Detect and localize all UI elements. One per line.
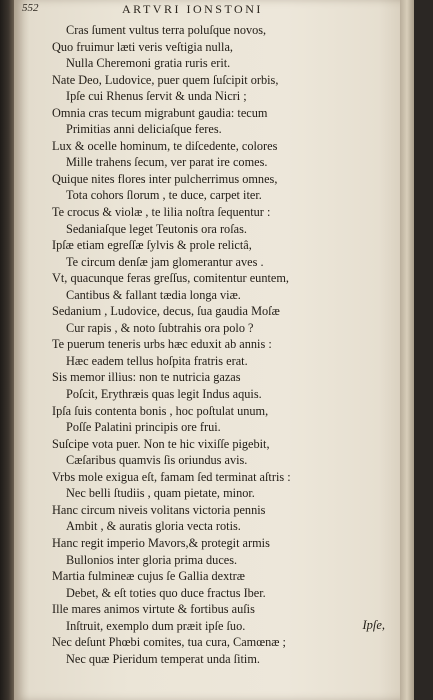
verse-line: Mille trahens ſecum, ver parat ire comes. bbox=[66, 155, 268, 170]
verse-line: Nec belli ſtudiis , quam pietate, minor. bbox=[66, 486, 255, 501]
verse-line: Te crocus & violæ , te lilia noſtra ſequentur : bbox=[52, 205, 271, 220]
verse-line: Tota cohors ſlorum , te duce, carpet iter. bbox=[66, 188, 262, 203]
verse-line: Cantibus & fallant tædia longa viæ. bbox=[66, 287, 241, 302]
page-edge bbox=[400, 0, 414, 700]
verse-line: Nate Deo, Ludovice, puer quem ſuſcipit orbis, bbox=[52, 72, 279, 87]
verse-line: Hanc regit imperio Mavors,& protegit armis bbox=[52, 535, 270, 550]
verse-line: Martia fulmineæ cujus ſe Gallia dextræ bbox=[52, 569, 245, 584]
verse-line: Poſcit, Erythræis quas legit Indus aquis. bbox=[66, 387, 262, 402]
verse-line: Nulla Cheremoni gratia ruris erit. bbox=[66, 56, 231, 71]
verse-line: Nec deſunt Phœbi comites, tua cura, Camœnæ ; bbox=[52, 635, 286, 650]
verse-line: Sedaniaſque leget Teutonis ora roſas. bbox=[66, 221, 247, 236]
verse-line: Ipſæ etiam egreſſæ ſylvis & prole relictâ, bbox=[52, 238, 252, 253]
page-header bbox=[22, 2, 394, 20]
running-head: ARTVRI IONSTONI bbox=[122, 2, 263, 16]
verse-line: Hæc eadem tellus hoſpita fratris erat. bbox=[66, 353, 248, 368]
page-number: 552 bbox=[22, 2, 39, 14]
verse-line: Ipſa ſuis contenta bonis , hoc poſtulat unum, bbox=[52, 403, 269, 418]
verse-line: Sedanium , Ludovice, decus, ſua gaudia Moſæ bbox=[52, 304, 280, 319]
verse-line: Sis memor illius: non te nutricia gazas bbox=[52, 370, 241, 385]
poem-text bbox=[52, 22, 392, 667]
verse-line: Poſſe Palatini principis ore frui. bbox=[66, 420, 221, 435]
verse-line: Cæſaribus quamvis ſis oriundus avis. bbox=[66, 453, 248, 468]
verse-line: Hanc circum niveis volitans victoria pennis bbox=[52, 502, 266, 517]
verse-line: Te puerum teneris urbs hæc eduxit ab annis : bbox=[52, 337, 272, 352]
verse-line: Cras ſument vultus terra poluſque novos, bbox=[66, 23, 267, 37]
verse-line: Debet, & eſt toties quo duce fractus Iber. bbox=[66, 585, 266, 600]
verse-line: Bullonios inter gloria prima duces. bbox=[66, 552, 238, 567]
verse-line: Quique nites flores inter pulcherrimus omnes, bbox=[52, 171, 278, 186]
verse-line: Omnia cras tecum migrabunt gaudia: tecum bbox=[52, 105, 268, 120]
verse-line: Primitias anni deliciaſque feres. bbox=[66, 122, 222, 137]
verse-line: Lux & ocelle hominum, te diſcedente, colores bbox=[52, 138, 278, 153]
verse-line: Te circum denſæ jam glomerantur aves . bbox=[66, 254, 264, 269]
verse-line: Cur rapis , & noto ſubtrahis ora polo ? bbox=[66, 320, 254, 335]
verse-line: Vt, quacunque feras greſſus, comitentur euntem, bbox=[52, 271, 289, 286]
verse-line: Vrbs mole exigua eſt, famam ſed terminat aſtris : bbox=[52, 469, 291, 484]
verse-line: Quo fruimur læti veris veſtigia nulla, bbox=[52, 39, 234, 54]
book-binding bbox=[0, 0, 14, 700]
catchword: Ipſe, bbox=[362, 618, 385, 632]
verse-line: Nec quæ Pieridum temperat unda ſitim. bbox=[66, 651, 260, 666]
verse-line: Inſtruit, exemplo dum præit ipſe ſuo. bbox=[66, 618, 246, 633]
verse-line: Suſcipe vota puer. Non te hic vixiſſe pigebit, bbox=[52, 436, 270, 451]
verse-line: Ille mares animos virtute & fortibus auſis bbox=[52, 602, 255, 617]
verse-line: Ipſe cui Rhenus ſervit & unda Nicri ; bbox=[66, 89, 247, 104]
verse-line: Ambit , & auratis gloria vecta rotis. bbox=[66, 519, 241, 534]
